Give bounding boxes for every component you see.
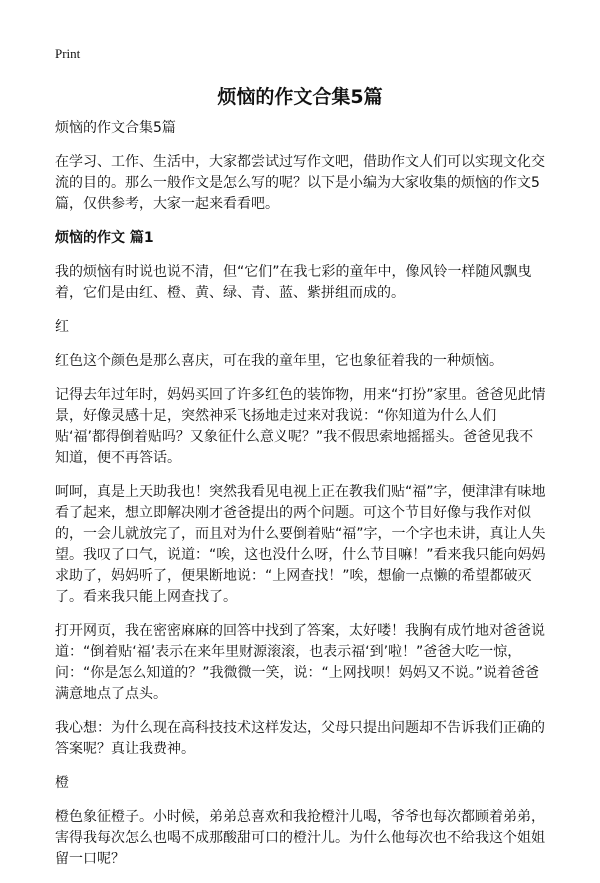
paragraph: 打开网页，我在密密麻麻的回答中找到了答案，太好喽！我胸有成竹地对爸爸说道：“倒着贴‘福’表示在来年里财源滚滚，也表示福‘到’啦！”爸爸大吃一惊，问：“你是怎么知道的？”我微微一笑，说：“上网找呗！妈妈又不说。”说着爸爸满意地点了点头。 [55, 623, 545, 702]
paragraph: 我心想：为什么现在高科技技术这样发达，父母只提出问题却不告诉我们正确的答案呢？真让我费神。 [55, 720, 545, 757]
subtitle: 烦恼的作文合集5篇 [55, 120, 176, 136]
paragraph: 呵呵，真是上天助我也！突然我看见电视上正在教我们贴“福”字，便津津有味地看了起来，想立即解决刚才爸爸提出的两个问题。可这个节目好像与我作对似的，一会儿就放完了，而且对为什么要倒着贴“福”字，一个字也未讲，真让人失望。我叹了口气，说道：“唉，这也没什么呀，什么节目嘛！”看来我只能向妈妈求助了，妈妈听了，便果断地说：“上网查找！”唉，想偷一点懒的希望都破灭了。看来我只能上网查找了。 [55, 484, 546, 605]
paragraph: 记得去年过年时，妈妈买回了许多红色的装饰物，用来“打扮”家里。爸爸见此情景，好像灵感十足，突然神采飞扬地走过来对我说：“你知道为什么人们贴‘福’都得倒着贴吗？又象征什么意义呢？”我不假思索地摇摇头。爸爸见我不知道，便不再答话。 [55, 387, 546, 466]
paragraph: 橙色象征橙子。小时候，弟弟总喜欢和我抢橙汁儿喝，爷爷也每次都顾着弟弟，害得我每次怎么也喝不成那酸甜可口的橙汁儿。为什么他每次也不给我这个姐姐留一口呢？ [55, 809, 545, 867]
color-heading-orange: 橙 [55, 775, 69, 791]
color-heading-red: 红 [55, 319, 69, 335]
page-title: 烦恼的作文合集5篇 [217, 86, 383, 108]
article-body [55, 118, 547, 883]
paragraph: 红色这个颜色是那么喜庆，可在我的童年里，它也象征着我的一种烦恼。 [55, 353, 503, 369]
print-label[interactable]: Print [55, 46, 81, 61]
intro-paragraph: 在学习、工作、生活中，大家都尝试过写作文吧，借助作文人们可以实现文化交流的目的。那么一般作文是怎么写的呢？以下是小编为大家收集的烦恼的作文5篇，仅供参考，大家一起来看看吧。 [55, 154, 545, 212]
paragraph: 我的烦恼有时说也说不清，但“它们”在我七彩的童年中，像风铃一样随风飘曳着，它们是由红、橙、黄、绿、青、蓝、紫拼组而成的。 [55, 264, 532, 301]
section-heading: 烦恼的作文 篇1 [55, 230, 154, 246]
